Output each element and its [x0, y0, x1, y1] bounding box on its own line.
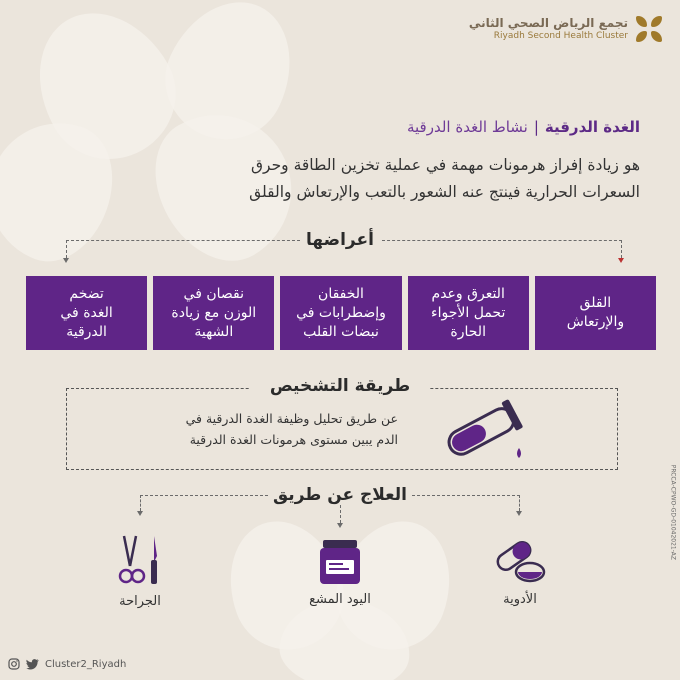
brand-header: [469, 16, 662, 42]
symptoms-list: [26, 276, 656, 350]
arrow-down-icon: [63, 258, 69, 263]
social-footer: [8, 658, 126, 670]
arrow-down-icon: [618, 258, 624, 263]
symptom-line: الخفقان: [318, 285, 364, 302]
symptom-line: الحارة: [450, 323, 486, 340]
symptoms-title: أعراضها: [306, 230, 374, 250]
surgical-tools-icon: [110, 532, 170, 588]
title-sub: نشاط الغدة الدرقية: [406, 118, 528, 136]
diagnosis-text: [138, 408, 398, 450]
symptom-line: الغدة في: [60, 304, 113, 321]
title-separator: |: [533, 118, 539, 136]
treatment-title: العلاج عن طريق: [272, 485, 407, 505]
treatment-label: الجراحة: [119, 594, 161, 609]
diagnosis-line: عن طريق تحليل وظيفة الغدة الدرقية في: [185, 411, 398, 426]
cluster-logo-icon: [636, 16, 662, 42]
symptom-line: تحمل الأجواء: [431, 304, 506, 321]
treatment-label: اليود المشع: [309, 592, 371, 607]
treatment-medicines: [460, 536, 580, 607]
treatment-connector: [340, 505, 341, 523]
arrow-down-icon: [337, 523, 343, 528]
symptom-line: والإرتعاش: [566, 314, 625, 330]
symptom-line: الدرقية: [66, 323, 107, 340]
document-code: PRCCA-CPWO-GD-01042021-AZ: [669, 464, 676, 560]
intro-line: السعرات الحرارية فينتج عنه الشعور بالتعب والإرتعاش والقلق: [249, 183, 640, 201]
arrow-down-icon: [516, 511, 522, 516]
symptom-line: الوزن مع زيادة: [171, 304, 257, 321]
symptom-line: نبضات القلب: [303, 323, 379, 340]
social-handle[interactable]: Cluster2_Riyadh: [45, 658, 127, 670]
instagram-icon[interactable]: [8, 658, 20, 670]
treatment-label: الأدوية: [503, 592, 537, 607]
symptom-card: [280, 276, 401, 350]
page-title: [407, 118, 640, 136]
twitter-icon[interactable]: [26, 659, 39, 670]
brand-name-english: Riyadh Second Health Cluster: [493, 31, 628, 41]
diagnosis-line: الدم يبين مستوى هرمونات الغدة الدرقية: [189, 432, 398, 447]
test-tube-icon: [436, 398, 532, 462]
diagnosis-title: طريقة التشخيص: [269, 376, 411, 396]
radioactive-iodine-jar-icon: [315, 538, 365, 586]
treatment-radioactive-iodine: [280, 538, 400, 607]
symptom-line: وإضطرابات في: [296, 304, 386, 321]
symptom-card: [408, 276, 529, 350]
symptom-line: تضخم: [69, 285, 104, 302]
symptom-card: [535, 276, 656, 350]
symptom-line: القلق: [579, 295, 612, 311]
title-main: الغدة الدرقية: [544, 118, 640, 136]
intro-line: هو زيادة إفراز هرمونات مهمة في عملية تخزين الطاقة وحرق: [251, 156, 640, 174]
treatment-surgery: [80, 532, 200, 609]
brand-name-arabic: تجمع الرياض الصحي الثاني: [468, 16, 628, 30]
symptom-line: الشهية: [194, 323, 234, 340]
symptom-card: [26, 276, 147, 350]
symptom-line: نقصان في: [183, 285, 245, 302]
symptom-card: [153, 276, 274, 350]
pills-icon: [490, 536, 550, 586]
intro-text: [80, 152, 640, 206]
arrow-down-icon: [137, 511, 143, 516]
symptom-line: التعرق وعدم: [431, 285, 505, 302]
